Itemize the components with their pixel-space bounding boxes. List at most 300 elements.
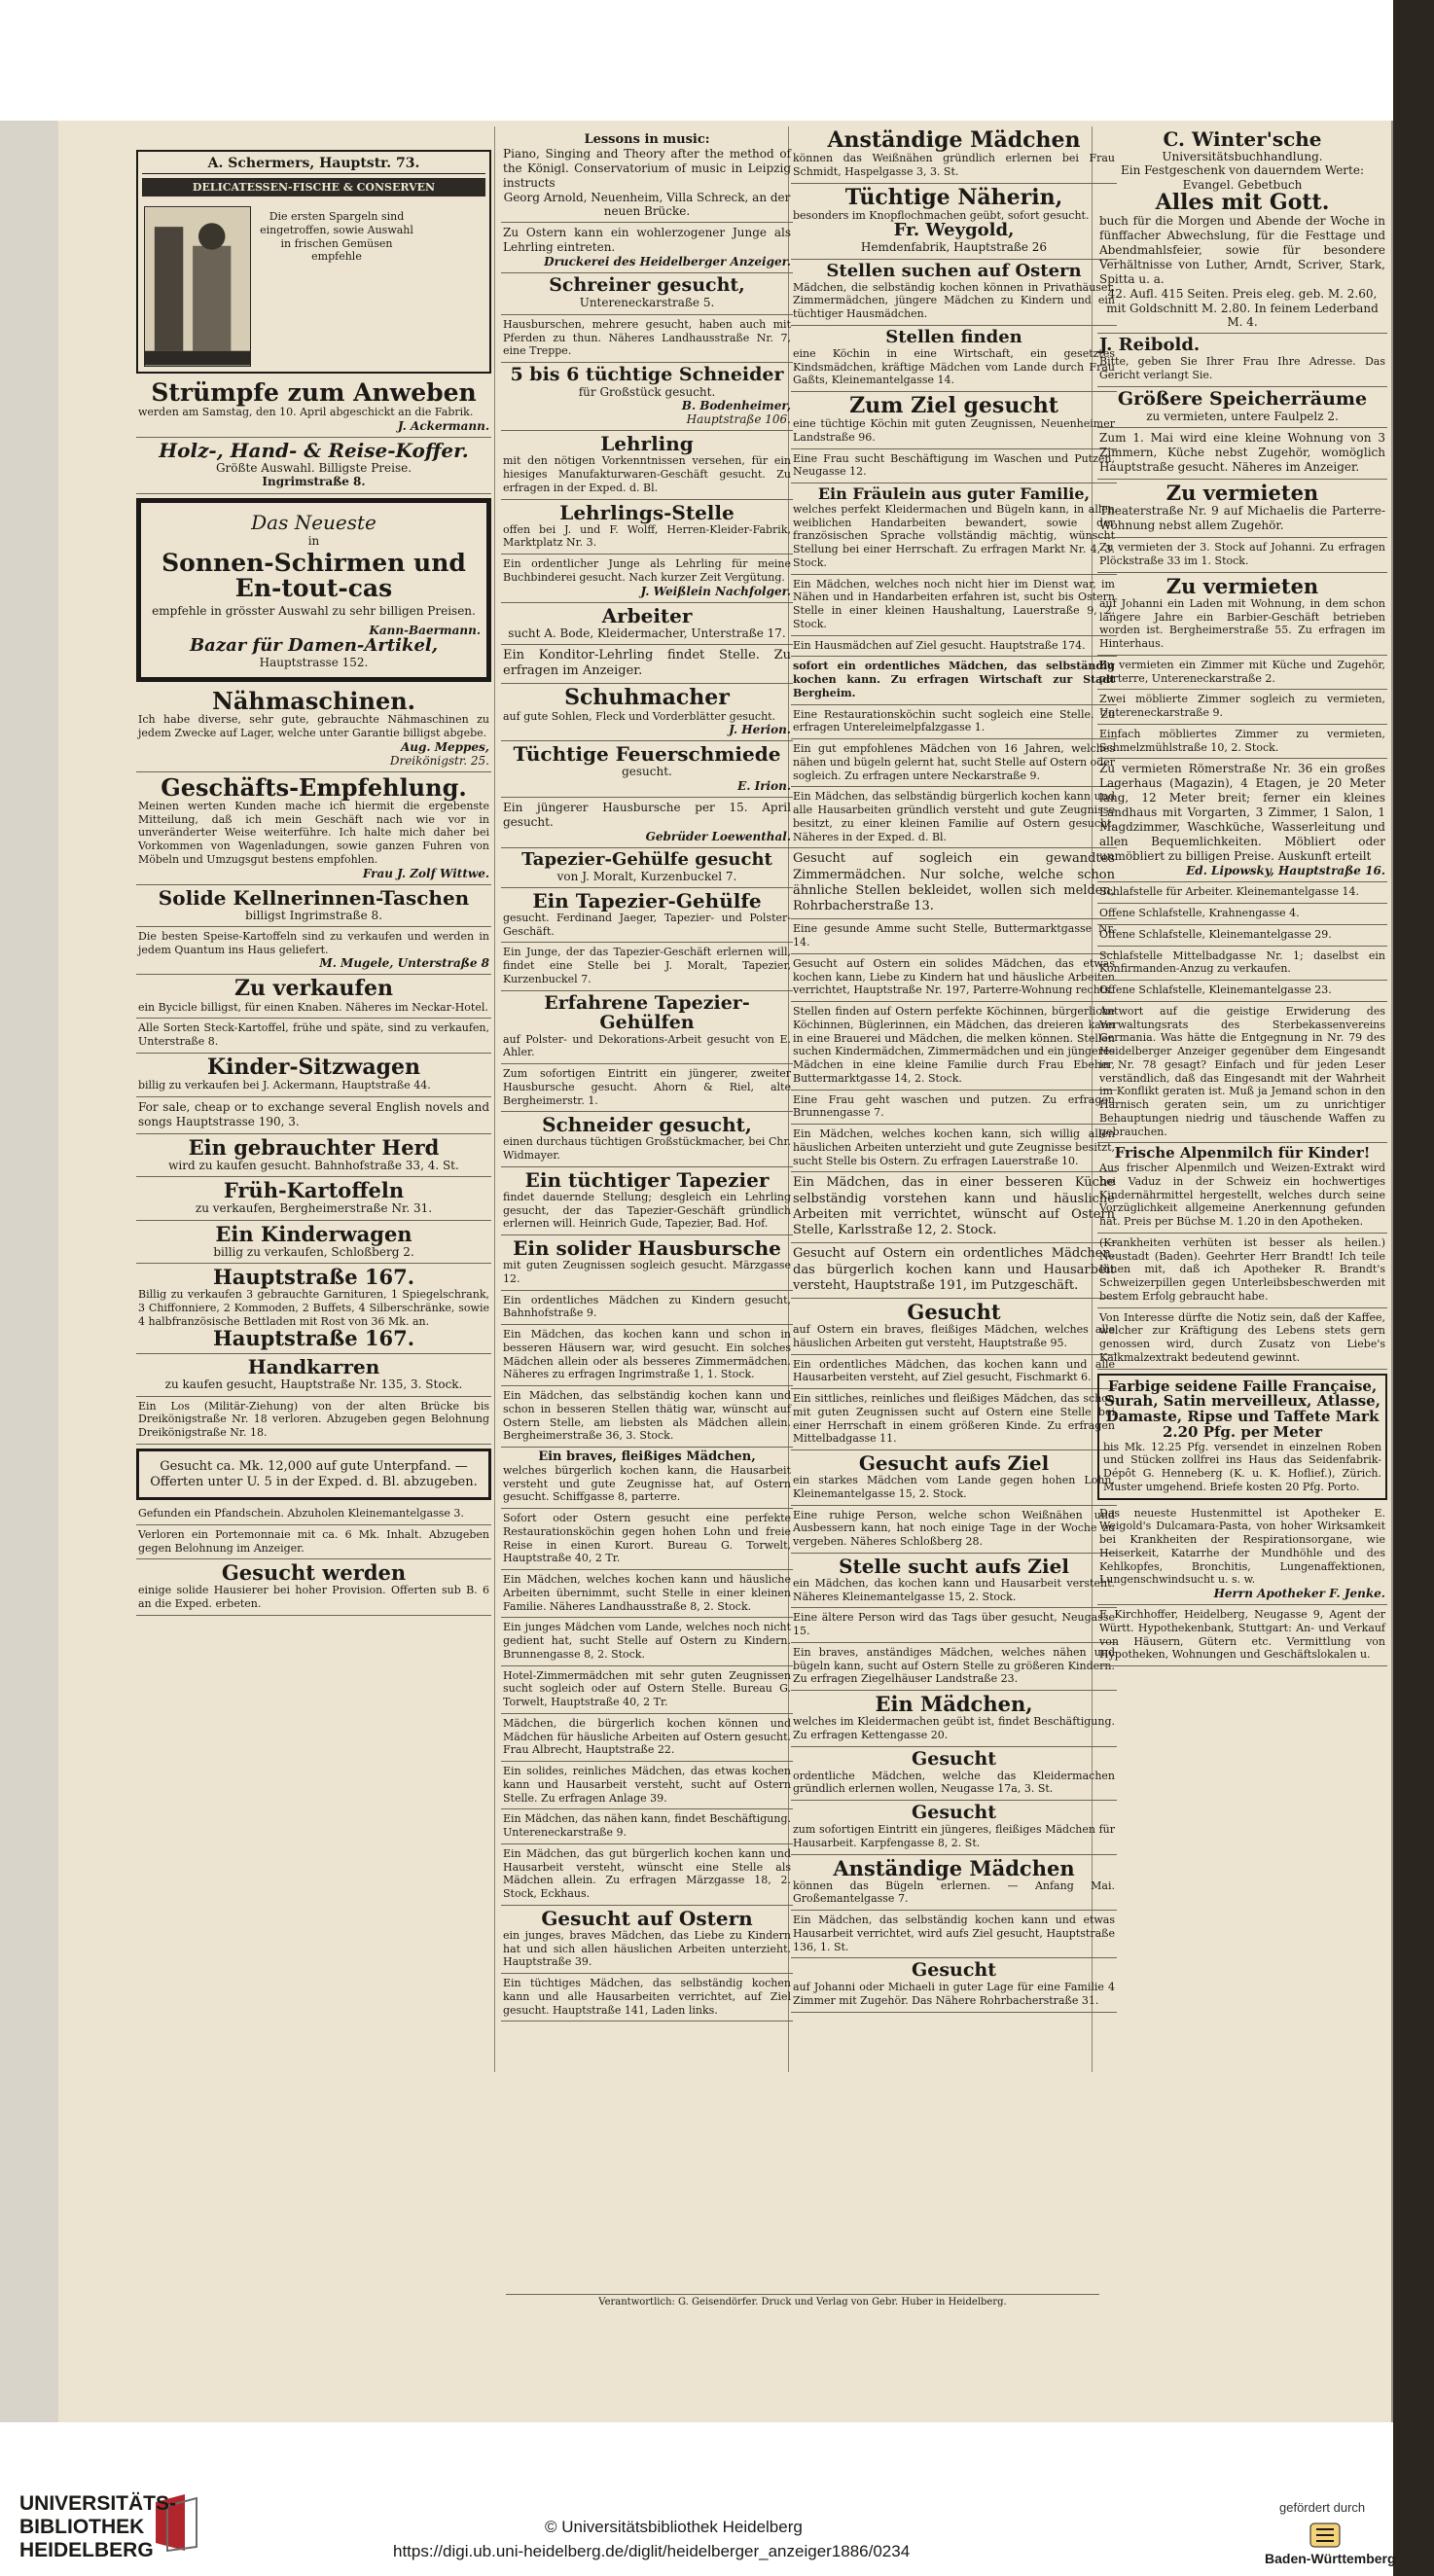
ad-title: Gesucht werden	[221, 1560, 407, 1586]
ad-title: Strümpfe zum Anweben	[151, 378, 477, 407]
ad-buchbinderei	[501, 555, 793, 603]
ad-body: Hausburschen, mehrere gesucht, haben auch mit Pferden zu thun. Näheres Landhausstraße Nr. 7, eine Treppe.	[503, 317, 791, 358]
ad-body: gesucht.	[622, 765, 672, 779]
ad-steckkartoffel	[136, 1019, 491, 1054]
ad-title: Sonnen-Schirmen und En-tout-cas	[161, 548, 466, 603]
ad-title: Anständige Mädchen	[833, 1855, 1075, 1880]
ad-naeherin	[791, 184, 1117, 260]
ad-title: Lehrlings-Stelle	[559, 500, 735, 524]
ad-body: For sale, cheap or to exchange several English novels and songs Hauptstrasse 190, 3.	[138, 1099, 489, 1128]
ad-body: Ein Mädchen, welches kochen kann, sich willig allen häuslichen Arbeiten unterzieht und gute Zeugnisse besitzt, sucht Stelle bis Ostern. Zu erfragen Lauerstraße 10.	[793, 1127, 1115, 1167]
ad-handkarren	[136, 1354, 491, 1396]
ad-body: Ein Hausmädchen auf Ziel gesucht. Hauptstraße 174.	[793, 638, 1086, 652]
ad-body: Verloren ein Portemonnaie mit ca. 6 Mk. Inhalt. Abzugeben gegen Belohnung im Anzeiger.	[138, 1527, 489, 1555]
column-4	[1097, 126, 1387, 1666]
ad-body: sofort ein ordentliches Mädchen, das selbständig kochen kann. Zu erfragen Wirtschaft zur Stadt Bergheim.	[793, 660, 1115, 699]
ad-body: für Großstück gesucht.	[578, 384, 716, 399]
ad-body: auf Ostern ein braves, fleißiges Mädchen, welches alle häuslichen Arbeiten gut versteht, Hauptstraße 95.	[793, 1323, 1115, 1349]
ad-speisekartoffeln	[136, 927, 491, 976]
ad-body: ein Bycicle billigst, für einen Knaben. Näheres im Neckar-Hotel.	[138, 1000, 488, 1014]
ad-body: ein starkes Mädchen vom Lande gegen hohen Lohn, Kleinemantelgasse 15, 2. Stock.	[793, 1474, 1115, 1500]
ad-text	[791, 575, 1117, 636]
library-name	[19, 2492, 176, 2562]
ad-body: Alle Sorten Steck-Kartoffel, frühe und späte, sind zu verkaufen, Unterstraße 8.	[138, 1021, 489, 1049]
ad-text	[1097, 725, 1387, 760]
ad-body: Zu vermieten ein Zimmer mit Küche und Zugehör, parterre, Untereneckarstraße 2.	[1099, 658, 1385, 685]
column-1	[136, 146, 491, 1616]
ad-body: bis Mk. 12.25 Pfg. versendet in einzelnen Roben und Stücken zollfrei ins Haus das Seidenfabrik-Dépôt G. Henneberg (K. u. K. Hoflief.), Zürich. Muster umgehend. Briefe kosten 20 Pfg. Porto.	[1103, 1440, 1381, 1493]
ad-los	[136, 1397, 491, 1445]
ad-stelle-sucht	[791, 1554, 1117, 1609]
ad-body: billig zu verkaufen, Schloßberg 2.	[213, 1244, 414, 1259]
ad-body: einen durchaus tüchtigen Großstückmacher, bei Chr. Widmayer.	[503, 1135, 791, 1163]
ad-body: Ein Mädchen, das in einer besseren Küche selbständig vorstehen kann und häusliche Arbeiten mit verrichtet, wünscht auf Ostern Stelle, Karlsstraße 12, 2. Stock.	[793, 1175, 1115, 1238]
ad-title: Kinder-Sitzwagen	[206, 1054, 421, 1080]
ad-gesucht	[791, 1747, 1117, 1801]
ad-title: Frische Alpenmilch für Kinder!	[1114, 1144, 1371, 1163]
ad-body: Ein Mädchen, das kochen kann und schon in besseren Häusern war, wird gesucht. Ein solches Mädchen allein oder als besseres Zimmermädchen. Näheres zu erfragen Ingrimstraße 1, 1. Stock.	[503, 1328, 791, 1381]
ad-hausierer	[136, 1559, 491, 1616]
ad-braves-maedchen	[501, 1448, 793, 1509]
ad-vermieten	[1097, 480, 1387, 538]
ad-title: Früh-Kartoffeln	[223, 1178, 405, 1203]
ad-title: Geschäfts-Empfehlung.	[161, 772, 467, 802]
ad-title: Hauptstraße 167.	[212, 1326, 415, 1351]
ad-body: Das neueste Hustenmittel ist Apotheker E. Weigold's Dulcamara-Pasta, von hoher Wirksamkeit bei Krankheiten der Respirationsorgane, wie Heiserkeit, Katarrhe der Mundhöhle und des Kehlkopfes, Bronchitis, Lungenaffektionen, Lungenschwindsucht u. s. w.	[1099, 1506, 1385, 1587]
ad-schneider-gesucht	[501, 1112, 793, 1167]
ad-title: Stellen suchen auf Ostern	[826, 260, 1082, 281]
ad-anstaendige-maedchen	[791, 126, 1117, 184]
ad-stellen-suchen	[791, 260, 1117, 326]
ad-tuechtiger-tapezier	[501, 1167, 793, 1235]
column-2	[501, 130, 793, 2021]
ad-body: Hotel-Zimmermädchen mit sehr guten Zeugnissen sucht sogleich oder auf Ostern Stelle. Bureau G. Torwelt, Hauptstraße 40, 2 Tr.	[503, 1668, 791, 1708]
ad-kellnerinnen	[136, 885, 491, 927]
ad-text	[791, 1172, 1117, 1243]
ad-stellen-finden	[791, 326, 1117, 392]
ad-lehrlingsstelle	[501, 500, 793, 555]
library-name-line: BIBLIOTHEK	[19, 2516, 145, 2539]
ad-title: Zu verkaufen	[233, 976, 394, 1002]
ad-address: Hauptstraße 106.	[686, 412, 791, 427]
ad-body: können das Bügeln erlernen. — Anfang Mai. Großemantelgasse 7.	[793, 1878, 1115, 1906]
ad-address: Hemdenfabrik, Hauptstraße 26	[860, 240, 1048, 255]
ad-body: welches perfekt Kleidermachen und Bügeln kann, in allen weiblichen Handarbeiten bewandert, sowie der französischen Sprache vollständig mächtig, wünscht Stellung bei einer Herrschaft. Zu erfragen Markt Nr. 4, 3. Stock.	[793, 502, 1115, 569]
ad-title: Gesucht	[912, 1747, 996, 1770]
ad-geschaeft	[136, 772, 491, 885]
ad-signature: E. Irion.	[737, 778, 791, 793]
ad-text	[501, 1325, 793, 1386]
ad-body: Ein Mädchen, welches kochen kann und häusliche Arbeiten übernimmt, sucht Stelle in einer kleinen Familie. Näheres Landhausstraße 8, 2. Stock.	[503, 1573, 791, 1613]
library-name-line: HEIDELBERG	[19, 2539, 154, 2562]
ad-kindersitzwagen	[136, 1054, 491, 1097]
ad-text	[791, 1643, 1117, 1691]
ad-body: Ein Junge, der das Tapezier-Geschäft erlernen will, findet eine Stelle bei J. Moralt, Tapezier, Kurzenbuckel 7.	[503, 946, 791, 985]
ad-title: Alles mit Gott.	[1155, 190, 1330, 216]
ad-body: können das Weißnähen gründlich erlernen bei Frau Schmidt, Haspelgasse 3, 3. St.	[793, 152, 1115, 178]
ad-body: Ich habe diverse, sehr gute, gebrauchte Nähmaschinen zu jedem Zwecke auf Lager, welche unter Garantie billigst abgebe.	[138, 713, 489, 739]
ad-body: Ein Mädchen, das selbständig kochen kann und schon in besseren Stellen thätig war, wünscht auf Ostern Stelle, am liebsten als Mädchen allein. Bergheimerstraße 36, 3. Stock.	[503, 1389, 791, 1443]
ad-text	[501, 1714, 793, 1762]
ad-text	[791, 1002, 1117, 1091]
ad-body: ein Mädchen, das kochen kann und Hausarbeit versteht. Näheres Kleinemantelgasse 15, 2. Stock.	[793, 1576, 1115, 1603]
ad-title: Schreiner gesucht,	[549, 274, 745, 297]
ad-title: Gesucht	[912, 1802, 996, 1824]
ad-body: Billig zu verkaufen 3 gebrauchte Garnituren, 1 Spiegelschrank, 3 Chiffonniere, 2 Kommoden, 2 Buffets, 4 Silberschränke, sowie 4 halbfranzösische Bettladen mit Rost von 36 Mk. an.	[138, 1288, 489, 1328]
ad-schneider	[501, 363, 793, 431]
ad-title: Farbige seidene Faille Française, Surah, Satin merveilleux, Atlasse, Damaste, Ripse und Taffete Mark 2.20 Pfg. per Meter	[1104, 1377, 1380, 1441]
ad-gesucht	[791, 1299, 1117, 1355]
ad-body: Offene Schlafstelle, Kleinemantelgasse 23.	[1099, 984, 1332, 996]
deli-text: Die ersten Spargeln sind eingetroffen, sowie Auswahl in frischen Gemüsen empfehle	[260, 210, 413, 264]
ad-body: Ein ordentliches Mädchen, das kochen kann und alle Hausarbeiten versteht, auf Ziel gesucht, Fischmarkt 6.	[793, 1357, 1115, 1384]
ad-text	[501, 1666, 793, 1714]
deli-header: A. Schermers, Hauptstr. 73.	[142, 156, 485, 174]
ad-speicher	[1097, 387, 1387, 428]
ad-text	[791, 636, 1117, 658]
ad-verkaufen	[136, 975, 491, 1019]
ad-tapezier-junge	[501, 943, 793, 990]
copyright: © Universitätsbibliothek Heidelberg	[545, 2518, 803, 2536]
ad-body: Eine ältere Person wird das Tags über gesucht, Neugasse 15.	[793, 1611, 1115, 1638]
ad-body: auf gute Sohlen, Fleck und Vorderblätter gesucht.	[503, 709, 776, 723]
ad-text	[791, 1243, 1117, 1299]
ad-body: Ein solides, reinliches Mädchen, das etwas kochen kann und Hausarbeit versteht, sucht auf Ostern Stelle. Zu erfragen Anlage 39.	[503, 1765, 791, 1805]
ad-body: zu vermieten, untere Faulpelz 2.	[1146, 409, 1339, 423]
ad-gesucht	[791, 1801, 1117, 1854]
ad-text	[791, 919, 1117, 954]
ad-text	[791, 1091, 1117, 1126]
ad-body: mit den nötigen Vorkenntnissen versehen, für ein hiesiges Manufakturwaren-Geschäft gesucht. Zu erfragen in der Exped. d. Bl.	[503, 454, 791, 494]
ad-body: welches bürgerlich kochen kann, die Hausarbeit versteht und gute Zeugnisse hat, auf Ostern gesucht. Schiffgasse 8, parterre.	[503, 1463, 791, 1504]
ad-body: welches im Kleidermachen geübt ist, findet Beschäftigung. Zu erfragen Kettengasse 20.	[793, 1715, 1115, 1741]
ad-body: Universitätsbuchhandlung.	[1162, 150, 1323, 163]
ad-signature: Kann-Baermann.	[369, 623, 481, 637]
ad-title: Solide Kellnerinnen-Taschen	[158, 885, 470, 910]
ad-kinderwagen	[136, 1221, 491, 1264]
ad-body: Ein Mädchen, das nähen kann, findet Beschäftigung. Untereneckarstraße 9.	[503, 1812, 791, 1839]
ad-title: Schneider gesucht,	[542, 1113, 752, 1137]
ad-struempfe	[136, 377, 491, 438]
ad-body: Eine gesunde Amme sucht Stelle, Buttermarktgasse Nr. 14.	[793, 922, 1115, 949]
ad-body: 42. Aufl. 415 Seiten. Preis eleg. geb. M. 2.60, mit Goldschnitt M. 2.80. In feinem Lederband M. 4.	[1106, 287, 1379, 330]
ad-address: Hauptstrasse 152.	[259, 655, 369, 669]
ad-title: C. Winter'sche	[1163, 127, 1322, 151]
ad-krankheiten	[1097, 1234, 1387, 1308]
ad-body: Untereneckarstraße 5.	[579, 296, 715, 310]
ad-body: Ein ordentlicher Junge als Lehrling für meine Buchbinderei gesucht. Nach kurzer Zeit Vergütung.	[503, 557, 791, 584]
ad-title: Ein Kinderwagen	[215, 1221, 412, 1246]
ad-body: Ein gut empfohlenes Mädchen von 16 Jahren, welches nähen und bügeln gelernt hat, sucht Stelle auf Ostern oder sogleich. Zu erfragen untere Neckarstraße 9.	[793, 742, 1115, 782]
ad-hausburschen	[501, 315, 793, 363]
ad-text	[791, 657, 1117, 704]
ad-english-novels	[136, 1097, 491, 1134]
ad-title: 5 bis 6 tüchtige Schneider	[510, 364, 784, 385]
ad-text	[791, 954, 1117, 1002]
ad-hauptstrasse-167	[136, 1264, 491, 1354]
ad-body: Piano, Singing and Theory after the method of the Königl. Conservatorium of music in Leipzig instructs	[503, 146, 791, 190]
ad-body: findet dauernde Stellung; desgleich ein Lehrling gesucht, der das Tapezier-Geschäft gründlich erlernen will. Heinrich Gude, Tapezier, Bad. Hof.	[503, 1190, 791, 1231]
ad-signature: M. Mugele, Unterstraße 8	[319, 956, 489, 971]
ad-title: Das Neueste	[251, 510, 376, 534]
ad-signature: J. Weißlein Nachfolger.	[640, 584, 791, 598]
ad-body: Ein Mädchen, das selbständig bürgerlich kochen kann und alle Hausarbeiten gründlich versteht und gute Zeugnisse besitzt, zu einer kleinen Familie auf Ostern gesucht. Näheres in der Exped. d. Bl.	[793, 790, 1115, 843]
ad-solider-hausbursche	[501, 1235, 793, 1291]
ad-text	[791, 1911, 1117, 1958]
ad-title: Stellen finden	[885, 326, 1022, 347]
ad-body: einige solide Hausierer bei hoher Provision. Offerten sub B. 6 an die Exped. erbeten.	[138, 1584, 489, 1611]
imprint: Verantwortlich: G. Geisendörfer. Druck und Verlag von Gebr. Huber in Heidelberg.	[506, 2294, 1099, 2308]
ad-text	[501, 1570, 793, 1618]
ad-text	[1097, 925, 1387, 947]
ad-title: Lessons in music:	[584, 132, 710, 147]
ad-koffer	[136, 438, 491, 494]
ad-text	[501, 1386, 793, 1448]
ad-body: Gefunden ein Pfandschein. Abzuholen Kleinemantelgasse 3.	[138, 1507, 464, 1521]
ad-text	[1097, 538, 1387, 573]
ad-signature: Druckerei des Heidelberger Anzeiger.	[544, 255, 791, 269]
ad-body: in	[307, 533, 320, 548]
ad-body: Eine Frau sucht Beschäftigung im Waschen und Putzen, Neugasse 12.	[793, 451, 1115, 479]
ad-body: Gesucht auf Ostern ein ordentliches Mädchen, das bürgerlich kochen kann und Hausarbeit versteht, Hauptstraße 191, im Putzgeschäft.	[793, 1246, 1115, 1293]
ad-title: Tüchtige Feuerschmiede	[513, 742, 781, 767]
ad-signature: Aug. Meppes,	[400, 739, 489, 754]
ad-title: Schuhmacher	[564, 685, 730, 711]
ad-text	[791, 1506, 1117, 1554]
ad-text	[1097, 656, 1387, 691]
ad-kirchhoffer	[1097, 1605, 1387, 1666]
ad-signature: Frau J. Zolf Wittwe.	[362, 866, 489, 880]
ad-body: Die besten Speise-Kartoffeln sind zu verkaufen und werden in jedem Quantum ins Haus geliefert.	[138, 929, 489, 956]
ad-text	[1097, 690, 1387, 725]
ad-title: Anständige Mädchen	[827, 127, 1081, 153]
ad-portemonnaie	[136, 1525, 491, 1560]
ad-text	[501, 1291, 793, 1326]
ad-text	[791, 1125, 1117, 1172]
ad-title: Ein gebrauchter Herd	[188, 1134, 440, 1160]
ad-signature: Fr. Weygold,	[893, 220, 1015, 241]
ad-body: Stellen finden auf Ostern perfekte Köchinnen, bürgerliche Köchinnen, Büglerinnen, ein Mädchen, das dreieren kann in eine Brauerei und Mädchen, die melken können. Stellen suchen Kindermädchen, Zimmermädchen und ein jüngeres Mädchen in eine kleine Familie durch Frau Ebeher, Buttermarktgasse 14, 2. Stock.	[793, 1005, 1115, 1085]
ad-body: billig zu verkaufen bei J. Ackermann, Hauptstraße 44.	[138, 1078, 431, 1091]
ad-signature: B. Bodenheimer,	[681, 399, 791, 413]
ad-body: wird zu kaufen gesucht. Bahnhofstraße 33, 4. St.	[168, 1158, 459, 1172]
ad-body: Einfach möbliertes Zimmer zu vermieten, Schmelzmühlstraße 10, 2. Stock.	[1099, 727, 1385, 754]
ad-body: Eine ruhige Person, welche schon Weißnähen und Ausbessern kann, hat noch einige Tage in der Woche zu vergeben. Näheres Schloßberg 28.	[793, 1508, 1115, 1549]
ad-body: empfehle in grösster Auswahl zu sehr billigen Preisen.	[152, 604, 476, 619]
ad-text	[791, 787, 1117, 848]
ad-title: Zum Ziel gesucht	[849, 393, 1058, 418]
ad-herd	[136, 1134, 491, 1177]
ad-hausbursche-15-april	[501, 798, 793, 848]
ad-text	[501, 1974, 793, 2021]
ad-body: Zum 1. Mai wird eine kleine Wohnung von 3 Zimmern, Küche nebst Zugehör, womöglich Hauptstraße gesucht. Näheres im Anzeiger.	[1099, 431, 1385, 475]
ad-body: Schlafstelle für Arbeiter. Kleinemantelgasse 14.	[1099, 885, 1359, 899]
ad-body: Antwort auf die geistige Erwiderung des Verwaltungsrats des Sterbekassenvereins Germania. Was hätte die Entgegnung in Nr. 79 des Heidelberger Anzeiger gegenüber dem Eingesandt in Nr. 78 gesagt? Einfach und für jeden Leser verständlich, daß das Eingesandt mit der Wahrheit im Konflikt geraten ist. Muß ja Jemand schon in den Harnisch geraten sein, um zu unrichtiger Behauptungen niedrig und täuschende Waffen zu gebrauchen.	[1099, 1004, 1385, 1138]
ad-zimmermaedchen	[791, 848, 1117, 919]
ad-body: zu verkaufen, Bergheimerstraße Nr. 31.	[195, 1201, 433, 1216]
ad-anstaendige-maedchen-2	[791, 1855, 1117, 1912]
ad-pfandschein	[136, 1504, 491, 1525]
ad-body: billigst Ingrimstraße 8.	[245, 908, 382, 922]
ad-body: Zu Ostern kann ein wohlerzogener Junge als Lehrling eintreten.	[503, 226, 791, 255]
ad-music	[501, 130, 793, 223]
ad-body: Schlafstelle Mittelbadgasse Nr. 1; daselbst ein Konfirmanden-Anzug zu verkaufen.	[1099, 948, 1385, 976]
ad-title: Lehrling	[600, 432, 694, 456]
ad-title: Zu vermieten	[1165, 481, 1319, 506]
ad-body: auf Johanni oder Michaeli in guter Lage für eine Familie 4 Zimmer mit Zugehör. Das Nähere Rohrbacherstraße 31.	[793, 1981, 1115, 2008]
ad-fruehkartoffeln	[136, 1177, 491, 1220]
ad-body: Offene Schlafstelle, Krahnengasse 4.	[1099, 907, 1300, 919]
ad-body: Gesucht auf sogleich ein gewandtes Zimmermädchen. Nur solche, welche schon ähnliche Stellen bekleidet, wollen sich melden, Rohrbacherstraße 13.	[793, 851, 1115, 914]
ad-hustenmittel	[1097, 1504, 1387, 1606]
ad-text	[1097, 904, 1387, 925]
ad-body: Ein Los (Militär-Ziehung) von der alten Brücke bis Dreikönigstraße Nr. 18 verloren. Abzugeben gegen Belohnung Dreikönigstraße Nr. 18.	[138, 1399, 489, 1440]
ad-title: J. Reibold.	[1099, 335, 1201, 356]
ad-text	[501, 1509, 793, 1570]
ad-body: Zum sofortigen Eintritt ein jüngerer, zweiter Hausbursche gesucht. Ahorn & Riel, alte Bergheimerstr. 1.	[503, 1067, 791, 1107]
ad-body: Ein Mädchen, welches noch nicht hier im Dienst war, im Nähen und in Handarbeiten erfahren ist, sucht bis Ostern Stelle in einer kleinen Haushaltung, Lauerstraße 9, 2. Stock.	[793, 577, 1115, 630]
ad-body: Zu vermieten Römerstraße Nr. 36 ein großes Lagerhaus (Magazin), 4 Etagen, je 20 Meter lang, 12 Meter breit; ferner ein kleines Landhaus mit Vorgarten, 3 Zimmer, 1 Salon, 1 Magdzimmer, Waschküche, Wasserleitung und allen Bequemlichkeiten. Möbliert oder unmöbliert zu billigen Preise. Auskunft erteilt	[1099, 762, 1385, 864]
ad-body: ein junges, braves Mädchen, das Liebe zu Kindern hat und sich allen häuslichen Arbeiten unterzieht. Hauptstraße 39.	[503, 1928, 791, 1969]
ad-title: Zu vermieten	[1165, 573, 1319, 598]
ad-text	[501, 1809, 793, 1844]
ad-body: von J. Moralt, Kurzenbuckel 7.	[556, 869, 737, 883]
ad-body: eine tüchtige Köchin mit guten Zeugnissen, Neuenheimer Landstraße 96.	[793, 417, 1115, 444]
ad-arbeiter	[501, 603, 793, 645]
ad-body: Eine Frau geht waschen und putzen. Zu erfragen Brunnengasse 7.	[793, 1092, 1115, 1120]
ad-title: Erfahrene Tapezier-Gehülfen	[544, 991, 750, 1033]
ad-ein-maedchen	[791, 1691, 1117, 1747]
ad-gesucht-wohnung	[791, 1958, 1117, 2012]
ad-gesucht-ziel	[791, 1450, 1117, 1506]
ad-antwort	[1097, 1002, 1387, 1144]
ad-text	[501, 1762, 793, 1809]
ad-body: Ein braves, anständiges Mädchen, welches nähen und bügeln kann, sucht auf Ostern Stelle zu größeren Kindern. Zu erfragen Ziegelhäuser Landstraße 23.	[793, 1645, 1115, 1686]
ad-title: Tüchtige Näherin,	[844, 184, 1063, 210]
ad-body: Ein Mädchen, das selbständig kochen kann und etwas Hausarbeit verrichtet, wird aufs Ziel gesucht, Hauptstraße 136, 1. St.	[793, 1914, 1115, 1953]
ad-title: Ein Mädchen,	[875, 1692, 1033, 1717]
ad-winter	[1097, 126, 1387, 334]
ad-schirme	[136, 498, 491, 682]
ad-schuhmacher	[501, 684, 793, 741]
ad-lagerhaus	[1097, 759, 1387, 882]
ad-title: Gesucht auf Ostern	[541, 1906, 753, 1930]
ad-title: Bazar für Damen-Artikel,	[189, 634, 439, 656]
ad-body: Aus frischer Alpenmilch und Weizen-Extrakt wird bei Vaduz in der Schweiz ein hochwertiges Kindernährmittel hergestellt, welches durch seine Vorzüglichkeit allgemeine Anerkennung gefunden hat. Preis per Büchse M. 1.20 in den Apotheken.	[1099, 1162, 1385, 1228]
ad-title: Arbeiter	[601, 603, 693, 627]
ad-title: Ein braves, fleißiges Mädchen,	[538, 1449, 756, 1465]
ad-body: Eine Restaurationsköchin sucht sogleich eine Stelle. Zu erfragen Untereleimelpfalzgasse 1.	[793, 707, 1115, 734]
ad-body: Ein Konditor-Lehrling findet Stelle. Zu erfragen im Anzeiger.	[503, 647, 791, 679]
ad-body: Bitte, geben Sie Ihrer Frau Ihre Adresse. Das Gericht verlangt Sie.	[1099, 355, 1385, 382]
ad-title: Ein solider Hausbursche	[513, 1236, 781, 1261]
ad-body: eine Köchin in eine Wirtschaft, ein gesetztes Kindsmädchen, kräftige Mädchen vom Lande durch Frau Gaßts, Kleinemantelgasse 14.	[793, 346, 1115, 387]
ad-title: Ein Fräulein aus guter Familie,	[817, 484, 1091, 504]
ad-body: Ein tüchtiges Mädchen, das selbständig kochen kann und alle Hausarbeiten verrichtet, auf Ziel gesucht. Hauptstraße 141, Laden links.	[503, 1977, 791, 2017]
ad-title: Holz-, Hand- & Reise-Koffer.	[159, 439, 469, 462]
ad-vermieten-laden	[1097, 573, 1387, 656]
ad-body: Ein jüngerer Hausbursche per 15. April gesucht.	[503, 800, 791, 829]
ad-body: offen bei J. und F. Wolff, Herren-Kleider-Fabrik, Marktplatz Nr. 3.	[503, 522, 791, 550]
ad-text	[791, 449, 1117, 484]
ad-body: Mädchen, die selbständig kochen können in Privathäuser, Zimmermädchen, jüngere Mädchen zu Kindern und ein tüchtiger Hausmädchen.	[793, 280, 1115, 321]
ad-zweiter-hausbursche	[501, 1064, 793, 1112]
ad-body: auf Johanni ein Laden mit Wohnung, in dem schon längere Jahre ein Barbier-Geschäft betrieben worden ist. Bergheimerstraße 55. Zu erfragen im Hinterhaus.	[1099, 596, 1385, 650]
ad-signature: Ed. Lipowsky, Hauptstraße 16.	[1186, 864, 1385, 878]
ad-reibold	[1097, 334, 1387, 386]
ad-text	[791, 1389, 1117, 1450]
ad-text	[791, 1608, 1117, 1643]
ad-body: Ein ordentliches Mädchen zu Kindern gesucht, Bahnhofstraße 9.	[503, 1293, 791, 1320]
ad-interesse	[1097, 1308, 1387, 1370]
ad-body: Ein junges Mädchen vom Lande, welches noch nicht gedient hat, sucht Stelle auf Ostern zu Kindern. Brunnengasse 8, 2. Stock.	[503, 1621, 791, 1661]
ad-body: Gesucht ca. Mk. 12,000 auf gute Unterpfand. — Offerten unter U. 5 in der Exped. d. Bl. abzugeben.	[150, 1458, 478, 1489]
ad-body: Ein Mädchen, das gut bürgerlich kochen kann und Hausarbeit versteht, wünscht eine Stelle als Mädchen allein. Zu erfragen Märzgasse 18, 2. Stock, Eckhaus.	[503, 1846, 791, 1900]
ad-body: Sofort oder Ostern gesucht eine perfekte Restaurationsköchin gegen hohen Lohn und freie Reise in einen Kurort. Bureau G. Torwelt, Hauptstraße 40, 2 Tr.	[503, 1512, 791, 1565]
ad-body: (Krankheiten verhüten ist besser als heilen.) Neustadt (Baden). Geehrter Herr Brandt! Ich teile Ihnen mit, daß ich Apotheker R. Brandt's Schweizerpillen gegen Unterleibsbeschwerden mit bestem Erfolg gebraucht habe.	[1099, 1235, 1385, 1303]
ad-title: Gesucht	[912, 1959, 996, 1982]
column-3	[791, 126, 1117, 2013]
ad-seide	[1097, 1374, 1387, 1500]
ad-body: werden am Samstag, den 10. April abgeschickt an die Fabrik.	[138, 406, 474, 419]
ad-text	[501, 1844, 793, 1906]
ad-body: mit guten Zeugnissen sogleich gesucht. Märzgasse 12.	[503, 1259, 791, 1285]
deli-ad	[136, 150, 491, 374]
ad-body: Von Interesse dürfte die Notiz sein, daß der Kaffee, welcher zur Kräftigung des Lebens stets gern genossen wird, durch Zusatz von Liebe's Kalkmalzextrakt bedeutend gewinnt.	[1099, 1310, 1385, 1364]
ad-signature: Georg Arnold, Neuenheim, Villa Schreck, an der neuen Brücke.	[503, 190, 791, 219]
ad-signature: Gebrüder Loewenthal.	[645, 829, 791, 843]
ad-body: gesucht. Ferdinand Jaeger, Tapezier- und Polster-Geschäft.	[503, 911, 791, 938]
ad-konditor	[501, 645, 793, 685]
ad-tapezier-gehuelfe-2	[501, 888, 793, 944]
ad-body: zu kaufen gesucht, Hauptstraße Nr. 135, 3. Stock.	[164, 1377, 463, 1392]
ad-body: Ein Festgeschenk von dauerndem Werte: Evangel. Gebetbuch	[1120, 163, 1364, 192]
ad-gesucht-ostern	[501, 1906, 793, 1974]
ad-text	[1097, 428, 1387, 480]
ad-address: Dreikönigstr. 25.	[389, 753, 489, 768]
library-name-line: UNIVERSITÄTS-	[19, 2492, 177, 2515]
ad-body: Theaterstraße Nr. 9 auf Michaelis die Parterre-Wohnung nebst allem Zugehör.	[1099, 504, 1385, 533]
ad-body: F. Kirchhoffer, Heidelberg, Neugasse 9, Agent der Württ. Hypothekenbank, Stuttgart: An- und Verkauf von Häusern, Gütern etc. Vermittlung von Hypotheken, Wohnungen und Geschäftslokalen u.	[1099, 1608, 1385, 1662]
ad-lehrling-druckerei	[501, 223, 793, 273]
ad-text	[501, 1618, 793, 1665]
ad-alpenmilch	[1097, 1143, 1387, 1234]
ad-text	[791, 1355, 1117, 1390]
ad-title: Nähmaschinen.	[211, 686, 416, 715]
ad-body: buch für die Morgen und Abende der Woche in fünffacher Abwechslung, für die Festtage und Abendmahlsfeier, sowie für besondere Verhältnisse von Luther, Arndt, Scriver, Stark, Spitta u. a.	[1099, 214, 1385, 287]
ad-title: Stelle sucht aufs Ziel	[839, 1554, 1069, 1578]
ad-text	[791, 705, 1117, 740]
ad-body: ordentliche Mädchen, welche das Kleidermachen gründlich erlernen wollen, Neugasse 17a, 3. St.	[793, 1769, 1115, 1796]
ad-body: Größte Auswahl. Billigste Preise.	[215, 461, 412, 475]
ad-body: zum sofortigen Eintritt ein jüngeres, fleißiges Mädchen für Hausarbeit. Karpfengasse 8, 2. St.	[793, 1823, 1115, 1849]
ad-body: Offene Schlafstelle, Kleinemantelgasse 29.	[1099, 927, 1332, 941]
ad-title: Gesucht	[907, 1300, 1001, 1325]
ad-body: auf Polster- und Dekorations-Arbeit gesucht von E. Ahler.	[503, 1032, 791, 1059]
ad-geld	[136, 1449, 491, 1500]
column-rule	[494, 126, 495, 2072]
ad-signature: Herrn Apotheker F. Jenke.	[1213, 1587, 1385, 1600]
ad-body: Ein sittliches, reinliches und fleißiges Mädchen, das schon mit guten Zeugnissen sucht auf Ostern eine Stelle bei einer Herrschaft in einem größeren Kinde. Zu erfragen Mittelbadgasse 11.	[793, 1392, 1115, 1446]
ad-body: Meinen werten Kunden mache ich hiermit die ergebenste Mitteilung, daß ich mein Geschäft nach wie vor in unveränderter Weise weiterführe. Ich halte mich daher bei Vorkommen von Wagenladungen, sowie ganzen Fuhren von Möbeln und Umzugsgut bestens empfohlen.	[138, 799, 489, 866]
book-spine	[1393, 0, 1434, 2576]
ad-title: Ein tüchtiger Tapezier	[524, 1167, 770, 1192]
ad-text	[1097, 882, 1387, 904]
ad-zum-ziel	[791, 392, 1117, 449]
ad-title: Tapezier-Gehülfe gesucht	[521, 848, 772, 870]
ad-title: Größere Speicherräume	[1117, 387, 1368, 410]
permalink[interactable]: https://digi.ub.uni-heidelberg.de/diglit/heidelberger_anzeiger1886/0234	[393, 2542, 911, 2560]
